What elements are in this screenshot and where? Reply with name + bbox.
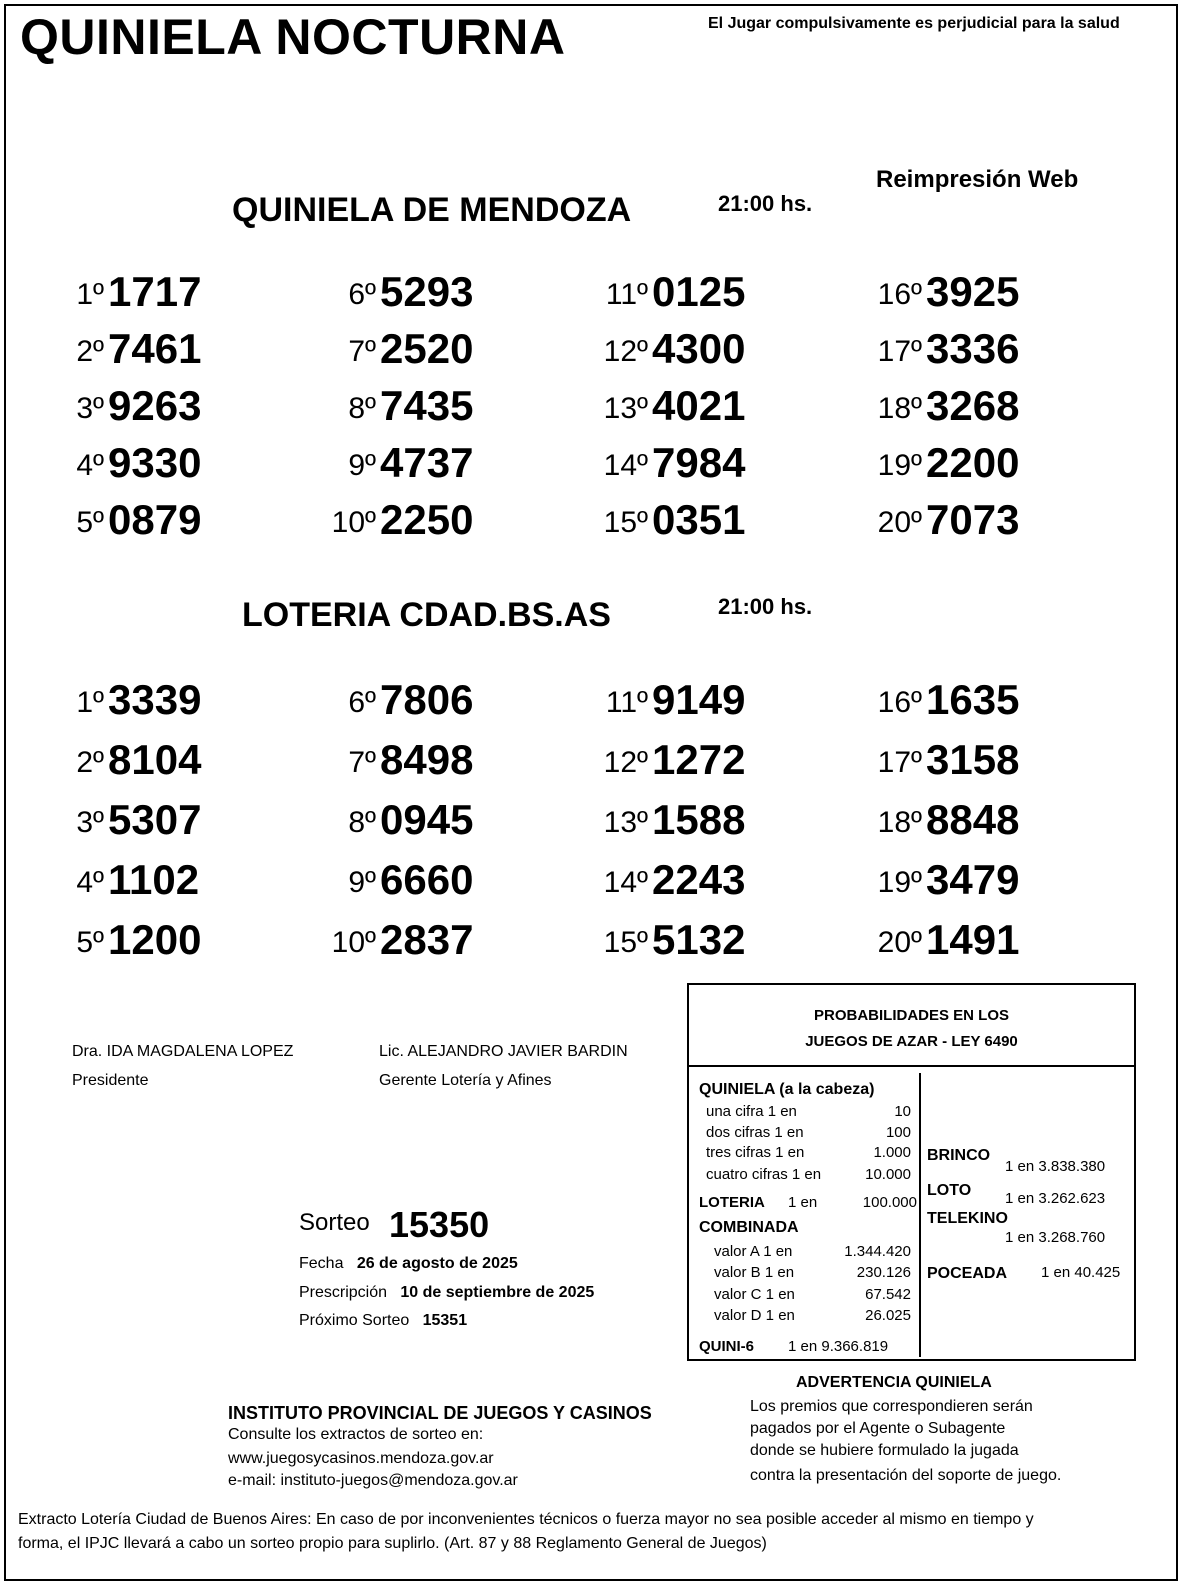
result-cell bbox=[866, 325, 1026, 375]
prescription-label: Prescripción bbox=[299, 1284, 388, 1301]
loto-prob-value: 1 en 3.262.623 bbox=[1005, 1190, 1106, 1207]
institute-consult-text: Consulte los extractos de sorteo en: bbox=[228, 1426, 484, 1443]
result-position: 18º bbox=[877, 806, 922, 839]
telekino-prob-value: 1 en 3.268.760 bbox=[1005, 1229, 1106, 1246]
result-position: 5º bbox=[76, 926, 104, 959]
loteria-prob-value: 100.000 bbox=[862, 1194, 917, 1211]
signature-left-name: Dra. IDA MAGDALENA LOPEZ bbox=[72, 1043, 294, 1060]
result-number: 0879 bbox=[108, 496, 202, 543]
brinco-prob-value: 1 en 3.838.380 bbox=[1005, 1158, 1106, 1175]
signature-right-role: Gerente Lotería y Afines bbox=[379, 1072, 552, 1089]
result-position: 18º bbox=[877, 392, 922, 425]
result-cell bbox=[320, 916, 480, 966]
probabilities-title-2: JUEGOS DE AZAR - LEY 6490 bbox=[805, 1033, 1018, 1050]
result-number: 5293 bbox=[380, 268, 474, 315]
bsas-draw-time: 21:00 hs. bbox=[718, 594, 813, 619]
advertencia-title: ADVERTENCIA QUINIELA bbox=[796, 1374, 992, 1391]
combinada-prob-title: COMBINADA bbox=[699, 1219, 799, 1236]
result-position: 10º bbox=[331, 926, 376, 959]
result-cell bbox=[320, 439, 480, 489]
result-number: 4737 bbox=[380, 439, 474, 486]
signature-left-role: Presidente bbox=[72, 1072, 149, 1089]
result-number: 4300 bbox=[652, 325, 746, 372]
result-position: 15º bbox=[603, 506, 648, 539]
result-cell bbox=[320, 856, 480, 906]
result-number: 3479 bbox=[926, 856, 1020, 903]
result-number: 1102 bbox=[108, 856, 200, 903]
draw-label: Sorteo bbox=[299, 1209, 370, 1236]
result-cell bbox=[592, 736, 752, 786]
result-cell bbox=[48, 856, 208, 906]
quiniela-prob-value: 100 bbox=[885, 1124, 911, 1141]
result-cell bbox=[48, 496, 208, 546]
result-number: 3158 bbox=[926, 736, 1020, 783]
result-cell bbox=[592, 916, 752, 966]
result-position: 3º bbox=[76, 806, 104, 839]
quiniela-prob-title: QUINIELA (a la cabeza) bbox=[699, 1081, 875, 1098]
probabilities-column-divider bbox=[919, 1073, 921, 1357]
footer-note-line-1: Extracto Lotería Ciudad de Buenos Aires: En caso de por inconvenientes técnicos o fuerza mayor no sea posible acceder al mismo en tiempo y bbox=[18, 1511, 1034, 1528]
probabilities-title-1: PROBABILIDADES EN LOS bbox=[813, 1007, 1009, 1024]
result-number: 9149 bbox=[652, 676, 746, 723]
result-position: 5º bbox=[76, 506, 104, 539]
draw-date: 26 de agosto de 2025 bbox=[356, 1255, 518, 1272]
result-cell bbox=[320, 496, 480, 546]
result-position: 15º bbox=[603, 926, 648, 959]
result-cell bbox=[48, 268, 208, 318]
result-number: 4021 bbox=[652, 382, 746, 429]
result-position: 12º bbox=[603, 746, 648, 779]
result-position: 4º bbox=[76, 866, 104, 899]
draw-number: 15350 bbox=[389, 1204, 490, 1245]
advertencia-line: contra la presentación del soporte de juego. bbox=[750, 1467, 1062, 1484]
telekino-prob-label: TELEKINO bbox=[927, 1210, 1008, 1227]
quiniela-prob-value: 10.000 bbox=[865, 1166, 911, 1183]
result-cell bbox=[48, 382, 208, 432]
result-number: 0351 bbox=[652, 496, 746, 543]
probabilities-box bbox=[687, 983, 1136, 1361]
result-cell bbox=[592, 325, 752, 375]
result-cell bbox=[866, 496, 1026, 546]
quiniela-prob-label: dos cifras 1 en bbox=[706, 1124, 804, 1141]
institute-email-link[interactable]: e-mail: instituto-juegos@mendoza.gov.ar bbox=[228, 1472, 518, 1489]
result-number: 1200 bbox=[108, 916, 202, 963]
result-cell bbox=[48, 325, 208, 375]
result-number: 5307 bbox=[108, 796, 202, 843]
result-position: 2º bbox=[76, 746, 104, 779]
result-number: 2520 bbox=[380, 325, 474, 372]
next-draw-label: Próximo Sorteo bbox=[299, 1312, 410, 1329]
result-cell bbox=[866, 676, 1026, 726]
loteria-prob-en: 1 en bbox=[788, 1194, 818, 1211]
next-draw-row bbox=[299, 1312, 467, 1330]
draw-date-row bbox=[299, 1255, 518, 1273]
combinada-prob-value: 67.542 bbox=[865, 1286, 911, 1303]
quiniela-prob-value: 1.000 bbox=[873, 1144, 911, 1161]
result-cell bbox=[592, 496, 752, 546]
result-number: 1717 bbox=[108, 268, 202, 315]
result-cell bbox=[866, 796, 1026, 846]
result-number: 1635 bbox=[926, 676, 1020, 723]
result-cell bbox=[320, 268, 480, 318]
draw-date-label: Fecha bbox=[299, 1255, 344, 1272]
result-number: 2200 bbox=[926, 439, 1020, 486]
quini6-prob-label: QUINI-6 bbox=[699, 1338, 755, 1355]
result-position: 16º bbox=[877, 686, 922, 719]
result-position: 8º bbox=[348, 806, 376, 839]
result-position: 2º bbox=[76, 335, 104, 368]
reprint-label: Reimpresión Web bbox=[876, 166, 1079, 193]
combinada-prob-label: valor B 1 en bbox=[714, 1264, 795, 1281]
result-number: 7806 bbox=[380, 676, 474, 723]
institute-title: INSTITUTO PROVINCIAL DE JUEGOS Y CASINOS bbox=[228, 1403, 652, 1423]
mendoza-draw-time: 21:00 hs. bbox=[718, 191, 813, 216]
result-position: 1º bbox=[76, 686, 104, 719]
result-cell bbox=[320, 736, 480, 786]
quini6-prob-value: 1 en 9.366.819 bbox=[788, 1338, 889, 1355]
result-number: 8104 bbox=[108, 736, 202, 783]
result-cell bbox=[592, 382, 752, 432]
result-number: 9263 bbox=[108, 382, 202, 429]
combinada-prob-label: valor D 1 en bbox=[714, 1307, 795, 1324]
quiniela-prob-label: una cifra 1 en bbox=[706, 1103, 797, 1120]
result-cell bbox=[320, 325, 480, 375]
result-position: 19º bbox=[877, 449, 922, 482]
combinada-prob-value: 26.025 bbox=[865, 1307, 911, 1324]
result-position: 14º bbox=[603, 449, 648, 482]
result-position: 7º bbox=[348, 746, 376, 779]
mendoza-section-title: QUINIELA DE MENDOZA bbox=[232, 191, 632, 229]
poceada-prob-label: POCEADA bbox=[927, 1265, 1008, 1282]
quiniela-prob-label: cuatro cifras 1 en bbox=[706, 1166, 822, 1183]
signature-right-name: Lic. ALEJANDRO JAVIER BARDIN bbox=[379, 1043, 628, 1060]
result-position: 16º bbox=[877, 278, 922, 311]
prescription-date: 10 de septiembre de 2025 bbox=[400, 1284, 595, 1301]
result-number: 7461 bbox=[108, 325, 202, 372]
result-position: 1º bbox=[76, 278, 104, 311]
quiniela-prob-label: tres cifras 1 en bbox=[706, 1144, 805, 1161]
result-cell bbox=[592, 439, 752, 489]
result-cell bbox=[48, 796, 208, 846]
combinada-prob-value: 1.344.420 bbox=[844, 1243, 911, 1260]
health-warning: El Jugar compulsivamente es perjudicial para la salud bbox=[708, 15, 1120, 32]
brinco-prob-label: BRINCO bbox=[927, 1147, 991, 1164]
combinada-prob-value: 230.126 bbox=[856, 1264, 911, 1281]
result-number: 8848 bbox=[926, 796, 1020, 843]
result-position: 3º bbox=[76, 392, 104, 425]
result-number: 1588 bbox=[652, 796, 746, 843]
result-cell bbox=[866, 856, 1026, 906]
result-position: 13º bbox=[603, 806, 648, 839]
result-position: 6º bbox=[348, 278, 376, 311]
result-position: 4º bbox=[76, 449, 104, 482]
result-number: 3925 bbox=[926, 268, 1020, 315]
result-cell bbox=[48, 736, 208, 786]
result-position: 14º bbox=[603, 866, 648, 899]
result-position: 12º bbox=[603, 335, 648, 368]
result-cell bbox=[48, 916, 208, 966]
result-position: 17º bbox=[877, 746, 922, 779]
result-position: 19º bbox=[877, 866, 922, 899]
result-number: 7435 bbox=[380, 382, 474, 429]
result-cell bbox=[592, 796, 752, 846]
loto-prob-label: LOTO bbox=[927, 1182, 972, 1199]
result-position: 11º bbox=[605, 686, 648, 719]
result-cell bbox=[48, 439, 208, 489]
loteria-prob-label: LOTERIA bbox=[699, 1194, 765, 1211]
advertencia-line: Los premios que correspondieren serán bbox=[750, 1398, 1033, 1415]
advertencia-line: pagados por el Agente o Subagente bbox=[750, 1420, 1006, 1437]
result-position: 17º bbox=[877, 335, 922, 368]
result-position: 7º bbox=[348, 335, 376, 368]
result-cell bbox=[866, 736, 1026, 786]
result-number: 9330 bbox=[108, 439, 202, 486]
result-number: 1272 bbox=[652, 736, 746, 783]
result-cell bbox=[866, 268, 1026, 318]
result-number: 3268 bbox=[926, 382, 1020, 429]
probabilities-divider bbox=[689, 1065, 1134, 1067]
result-position: 11º bbox=[605, 278, 648, 311]
result-number: 2250 bbox=[380, 496, 474, 543]
result-position: 20º bbox=[877, 506, 922, 539]
result-number: 3336 bbox=[926, 325, 1020, 372]
result-number: 8498 bbox=[380, 736, 474, 783]
result-cell bbox=[48, 676, 208, 726]
result-position: 10º bbox=[331, 506, 376, 539]
institute-website-link[interactable]: www.juegosycasinos.mendoza.gov.ar bbox=[228, 1450, 494, 1467]
advertencia-line: donde se hubiere formulado la jugada bbox=[750, 1442, 1019, 1459]
result-cell bbox=[592, 268, 752, 318]
prescription-row bbox=[299, 1284, 594, 1302]
bsas-section-title: LOTERIA CDAD.BS.AS bbox=[242, 596, 611, 634]
result-position: 6º bbox=[348, 686, 376, 719]
result-cell bbox=[866, 382, 1026, 432]
result-cell bbox=[866, 439, 1026, 489]
result-number: 7984 bbox=[652, 439, 746, 486]
result-cell bbox=[320, 676, 480, 726]
result-number: 7073 bbox=[926, 496, 1020, 543]
result-number: 5132 bbox=[652, 916, 746, 963]
quiniela-prob-value: 10 bbox=[894, 1103, 911, 1120]
result-number: 2243 bbox=[652, 856, 746, 903]
result-cell bbox=[592, 856, 752, 906]
result-number: 3339 bbox=[108, 676, 202, 723]
result-number: 2837 bbox=[380, 916, 474, 963]
result-cell bbox=[866, 916, 1026, 966]
combinada-prob-label: valor C 1 en bbox=[714, 1286, 795, 1303]
result-position: 9º bbox=[348, 449, 376, 482]
result-cell bbox=[320, 382, 480, 432]
result-number: 1491 bbox=[926, 916, 1020, 963]
result-number: 0945 bbox=[380, 796, 474, 843]
poceada-prob-value: 1 en 40.425 bbox=[1041, 1264, 1121, 1281]
footer-note-line-2: forma, el IPJC llevará a cabo un sorteo propio para suplirlo. (Art. 87 y 88 Reglamento General de Juegos) bbox=[18, 1535, 767, 1552]
result-number: 0125 bbox=[652, 268, 746, 315]
combinada-prob-label: valor A 1 en bbox=[714, 1243, 793, 1260]
result-cell bbox=[592, 676, 752, 726]
result-position: 9º bbox=[348, 866, 376, 899]
result-position: 20º bbox=[877, 926, 922, 959]
result-number: 6660 bbox=[380, 856, 474, 903]
result-position: 8º bbox=[348, 392, 376, 425]
page-title: QUINIELA NOCTURNA bbox=[20, 9, 566, 65]
next-draw-number: 15351 bbox=[422, 1312, 468, 1329]
result-position: 13º bbox=[603, 392, 648, 425]
result-cell bbox=[320, 796, 480, 846]
